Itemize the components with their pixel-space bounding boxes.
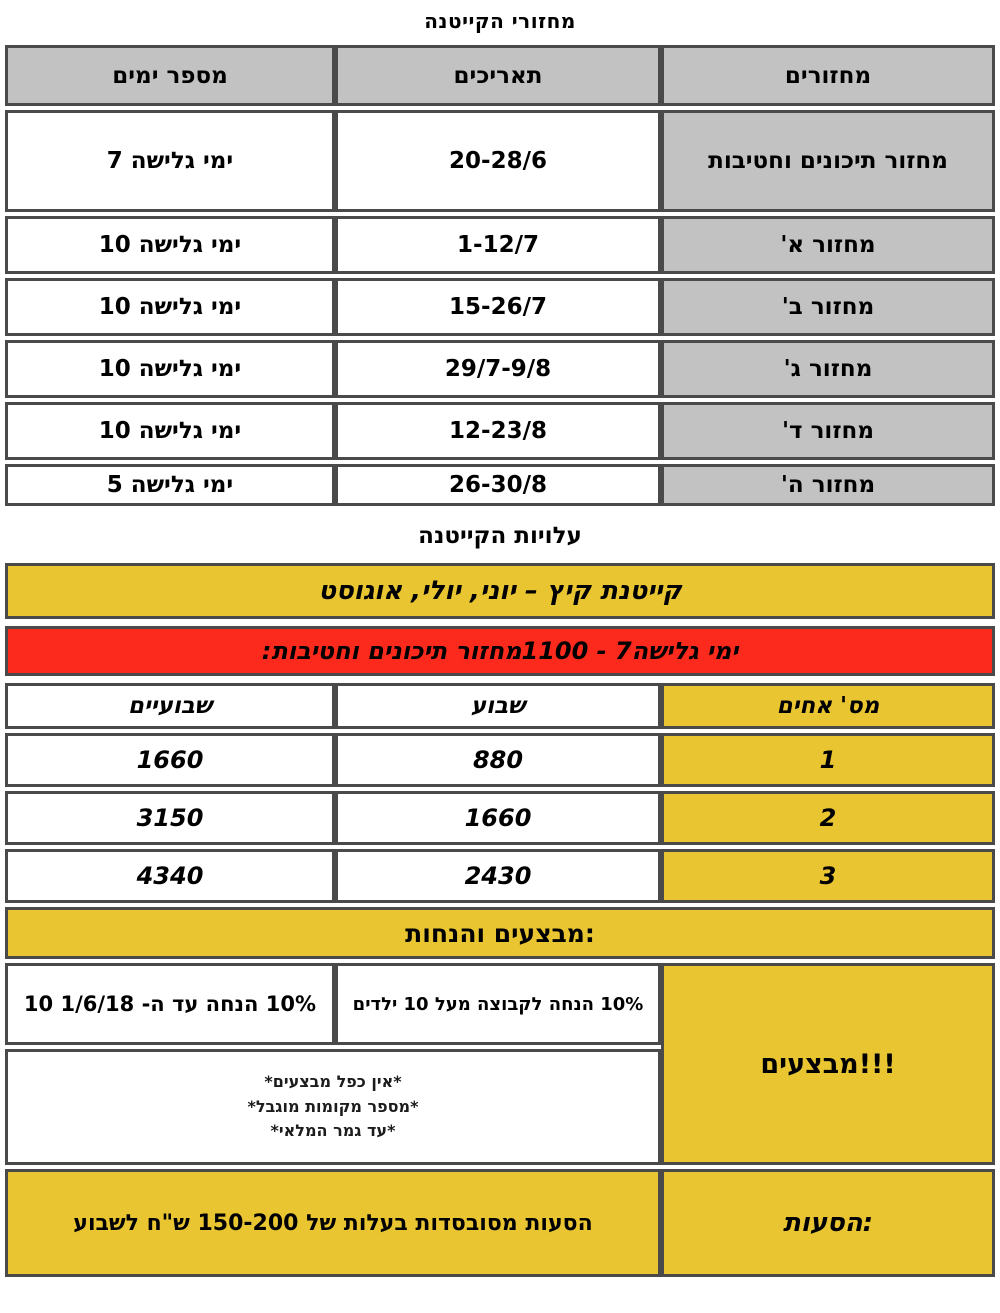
- discounts-row: [5, 963, 995, 1045]
- promotions-banner: [5, 907, 995, 959]
- days-cell: ימי גלישה 7: [5, 110, 335, 212]
- dates-cell: 29/7-9/8: [335, 340, 661, 398]
- week-price-cell: 1660: [335, 791, 661, 845]
- days-cell: ימי גלישה 10: [5, 340, 335, 398]
- costs-table: [5, 679, 995, 907]
- promo-note: *אין כפל מבצעים*: [264, 1071, 402, 1091]
- date-discount-cell: 10% הנחה עד ה- 1/6/18 10: [5, 963, 335, 1045]
- siblings-count-cell: 1: [661, 733, 995, 787]
- dates-cell: 1-12/7: [335, 216, 661, 274]
- costs-section-title: עלויות הקייטנה: [418, 523, 582, 549]
- two-weeks-price-cell: 3150: [5, 791, 335, 845]
- days-cell: ימי גלישה 5: [5, 464, 335, 506]
- dates-cell: 15-26/7: [335, 278, 661, 336]
- dates-cell: 26-30/8: [335, 464, 661, 506]
- header-days: מספר ימים: [5, 45, 335, 106]
- cycle-name-cell: מחזור תיכונים וחטיבות: [661, 110, 995, 212]
- header-two-weeks: שבועיים: [5, 683, 335, 729]
- transport-details-cell: הסעות מסובסדות בעלות של 150-200 ש"ח לשבוע: [5, 1169, 661, 1277]
- page-title: מחזורי הקייטנה: [424, 9, 576, 33]
- header-siblings: מס' אחים: [661, 683, 995, 729]
- promo-notes-cell: [5, 1049, 661, 1165]
- table-row: [5, 402, 995, 460]
- dates-cell: 12-23/8: [335, 402, 661, 460]
- table-row: [5, 110, 995, 212]
- cycle-name-cell: מחזור ג': [661, 340, 995, 398]
- promotions-banner-text: מבצעים והנחות:: [405, 918, 595, 948]
- transport-label-cell: הסעות:: [661, 1169, 995, 1277]
- highschool-price-banner: ימי גלישה7 - 1100מחזור תיכונים וחטיבות:: [5, 626, 995, 676]
- table-row: [5, 849, 995, 903]
- table-row: [5, 278, 995, 336]
- table-row: [5, 791, 995, 845]
- table-row: [5, 733, 995, 787]
- two-weeks-price-cell: 1660: [5, 733, 335, 787]
- days-cell: ימי גלישה 10: [5, 216, 335, 274]
- promo-note: *מספר מקומות מוגבל*: [247, 1096, 419, 1116]
- table-row: [5, 340, 995, 398]
- dates-cell: 20-28/6: [335, 110, 661, 212]
- cycles-table: [5, 41, 995, 510]
- table-row: [5, 216, 995, 274]
- summer-banner: קייטנת קיץ – יוני, יולי, אוגוסט: [5, 563, 995, 619]
- cycle-name-cell: מחזור א': [661, 216, 995, 274]
- cycle-name-cell: מחזור ה': [661, 464, 995, 506]
- promos-label-cell: מבצעים!!!: [661, 963, 995, 1165]
- siblings-count-cell: 3: [661, 849, 995, 903]
- header-dates: תאריכים: [335, 45, 661, 106]
- cycle-name-cell: מחזור ב': [661, 278, 995, 336]
- week-price-cell: 880: [335, 733, 661, 787]
- group-discount-cell: 10% הנחה לקבוצה מעל 10 ילדים: [335, 963, 661, 1045]
- header-cycles: מחזורים: [661, 45, 995, 106]
- costs-table-header: [5, 683, 995, 729]
- transport-row: [5, 1169, 995, 1277]
- cycle-name-cell: מחזור ד': [661, 402, 995, 460]
- table-row: [5, 464, 995, 506]
- two-weeks-price-cell: 4340: [5, 849, 335, 903]
- cycles-table-header: [5, 45, 995, 106]
- promotions-table: [5, 959, 995, 1281]
- days-cell: ימי גלישה 10: [5, 278, 335, 336]
- days-cell: ימי גלישה 10: [5, 402, 335, 460]
- promo-note: *עד גמר המלאי*: [270, 1121, 396, 1141]
- header-week: שבוע: [335, 683, 661, 729]
- week-price-cell: 2430: [335, 849, 661, 903]
- siblings-count-cell: 2: [661, 791, 995, 845]
